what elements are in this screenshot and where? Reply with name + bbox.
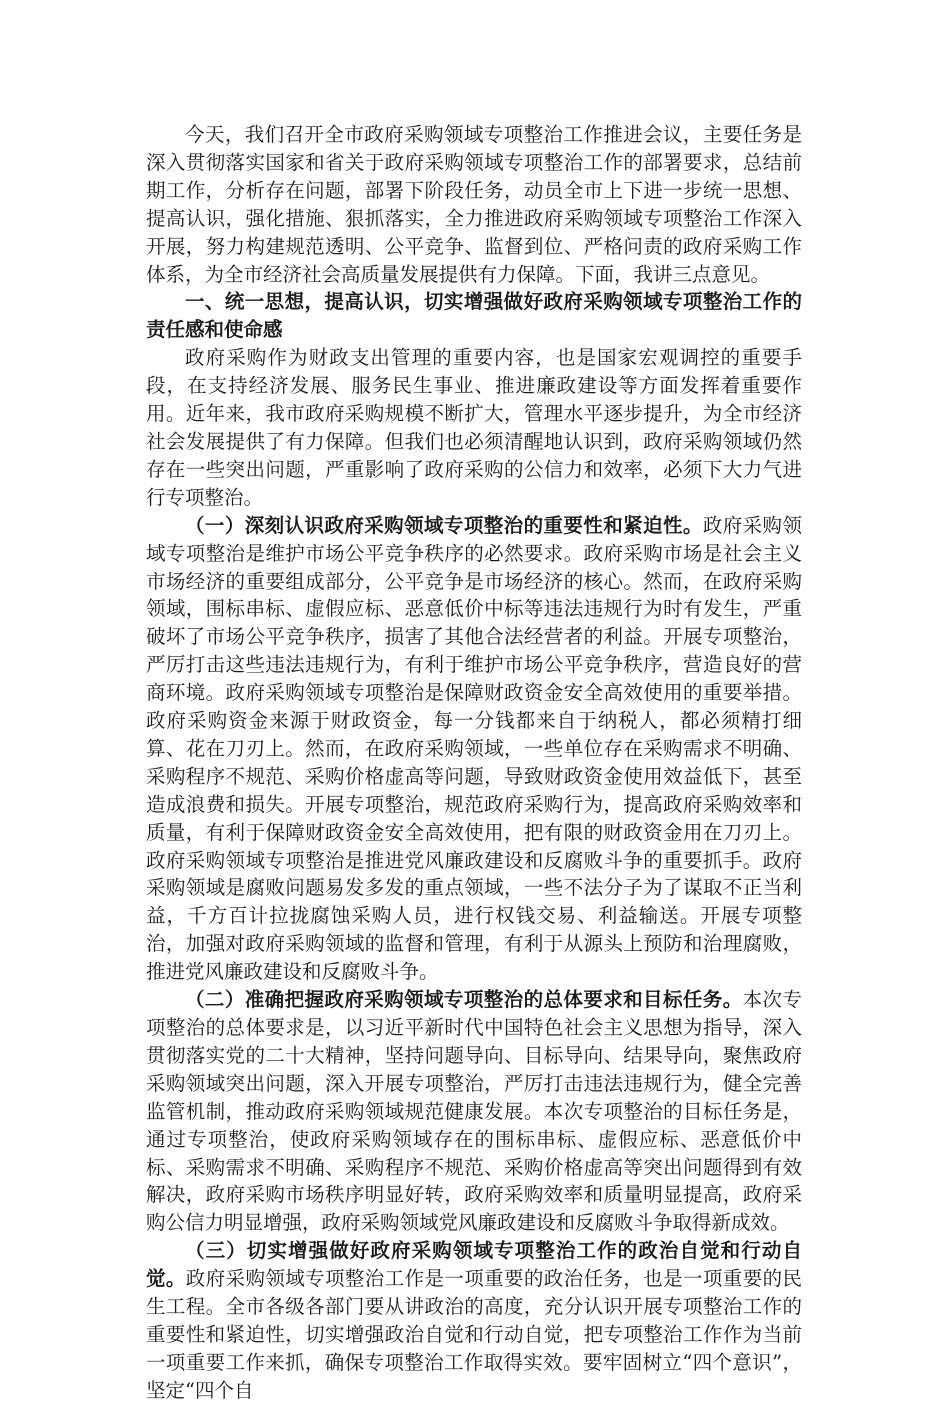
point-2-paragraph	[146, 986, 802, 1237]
point-1-title: （一）深刻认识政府采购领域专项整治的重要性和紧迫性。	[185, 513, 703, 537]
point-3-title: （三）切实增强做好政府采购领域专项整治工作的政治自觉和行动自觉。	[146, 1239, 802, 1291]
section-1-heading: 一、统一思想，提高认识，切实增强做好政府采购领域专项整治工作的责任感和使命感	[146, 290, 802, 342]
point-1-body: 政府采购领域专项整治是维护市场公平竞争秩序的必然要求。政府采购市场是社会主义市场经济的重要组成部分，公平竞争是市场经济的核心。然而，在政府采购领域，围标串标、虚假应标、恶意低价中标等违法违规行为时有发生，严重破坏了市场公平竞争秩序，损害了其他合法经营者的利益。开展专项整治，严厉打击这些违法违规行为，有利于维护市场公平竞争秩序，营造良好的营商环境。政府采购领域专项整治是保障财政资金安全高效使用的重要举措。政府采购资金来源于财政资金，每一分钱都来自于纳税人，都必须精打细算、花在刀刃上。然而，在政府采购领域，一些单位存在采购需求不明确、采购程序不规范、采购价格虚高等问题，导致财政资金使用效益低下，甚至造成浪费和损失。开展专项整治，规范政府采购行为，提高政府采购效率和质量，有利于保障财政资金安全高效使用，把有限的财政资金用在刀刃上。政府采购领域专项整治是推进党风廉政建设和反腐败斗争的重要抓手。政府采购领域是腐败问题易发多发的重点领域，一些不法分子为了谋取不正当利益，千方百计拉拢腐蚀采购人员，进行权钱交易、利益输送。开展专项整治，加强对政府采购领域的监督和管理，有利于从源头上预防和治理腐败，推进党风廉政建设和反腐败斗争。	[146, 513, 802, 984]
document-page	[146, 121, 802, 1405]
intro-paragraph: 今天，我们召开全市政府采购领域专项整治工作推进会议，主要任务是深入贯彻落实国家和省关于政府采购领域专项整治工作的部署要求，总结前期工作，分析存在问题，部署下阶段任务，动员全市上下进一步统一思想、提高认识，强化措施、狠抓落实，全力推进政府采购领域专项整治工作深入开展，努力构建规范透明、公平竞争、监督到位、严格问责的政府采购工作体系，为全市经济社会高质量发展提供有力保障。下面，我讲三点意见。	[146, 123, 802, 286]
section-1-paragraph: 政府采购作为财政支出管理的重要内容，也是国家宏观调控的重要手段，在支持经济发展、服务民生事业、推进廉政建设等方面发挥着重要作用。近年来，我市政府采购规模不断扩大，管理水平逐步提升，为全市经济社会发展提供了有力保障。但我们也必须清醒地认识到，政府采购领域仍然存在一些突出问题，严重影响了政府采购的公信力和效率，必须下大力气进行专项整治。	[146, 346, 802, 509]
point-1-paragraph	[146, 512, 802, 986]
point-3-paragraph	[146, 1237, 802, 1404]
point-2-body: 本次专项整治的总体要求是，以习近平新时代中国特色社会主义思想为指导，深入贯彻落实党的二十大精神，坚持问题导向、目标导向、结果导向，聚焦政府采购领域突出问题，深入开展专项整治，严厉打击违法违规行为，健全完善监管机制，推动政府采购领域规范健康发展。本次专项整治的目标任务是，通过专项整治，使政府采购领域存在的围标串标、虚假应标、恶意低价中标、采购需求不明确、采购程序不规范、采购价格虚高等突出问题得到有效解决，政府采购市场秩序明显好转，政府采购效率和质量明显提高，政府采购公信力明显增强，政府采购领域党风廉政建设和反腐败斗争取得新成效。	[146, 988, 802, 1235]
point-2-title: （二）准确把握政府采购领域专项整治的总体要求和目标任务。	[185, 988, 743, 1012]
point-3-body: 政府采购领域专项整治工作是一项重要的政治任务，也是一项重要的民生工程。全市各级各部门要从讲政治的高度，充分认识开展专项整治工作的重要性和紧迫性，切实增强政治自觉和行动自觉，把专项整治工作作为当前一项重要工作来抓，确保专项整治工作取得实效。要牢固树立“四个意识”，坚定“四个自	[146, 1267, 802, 1402]
